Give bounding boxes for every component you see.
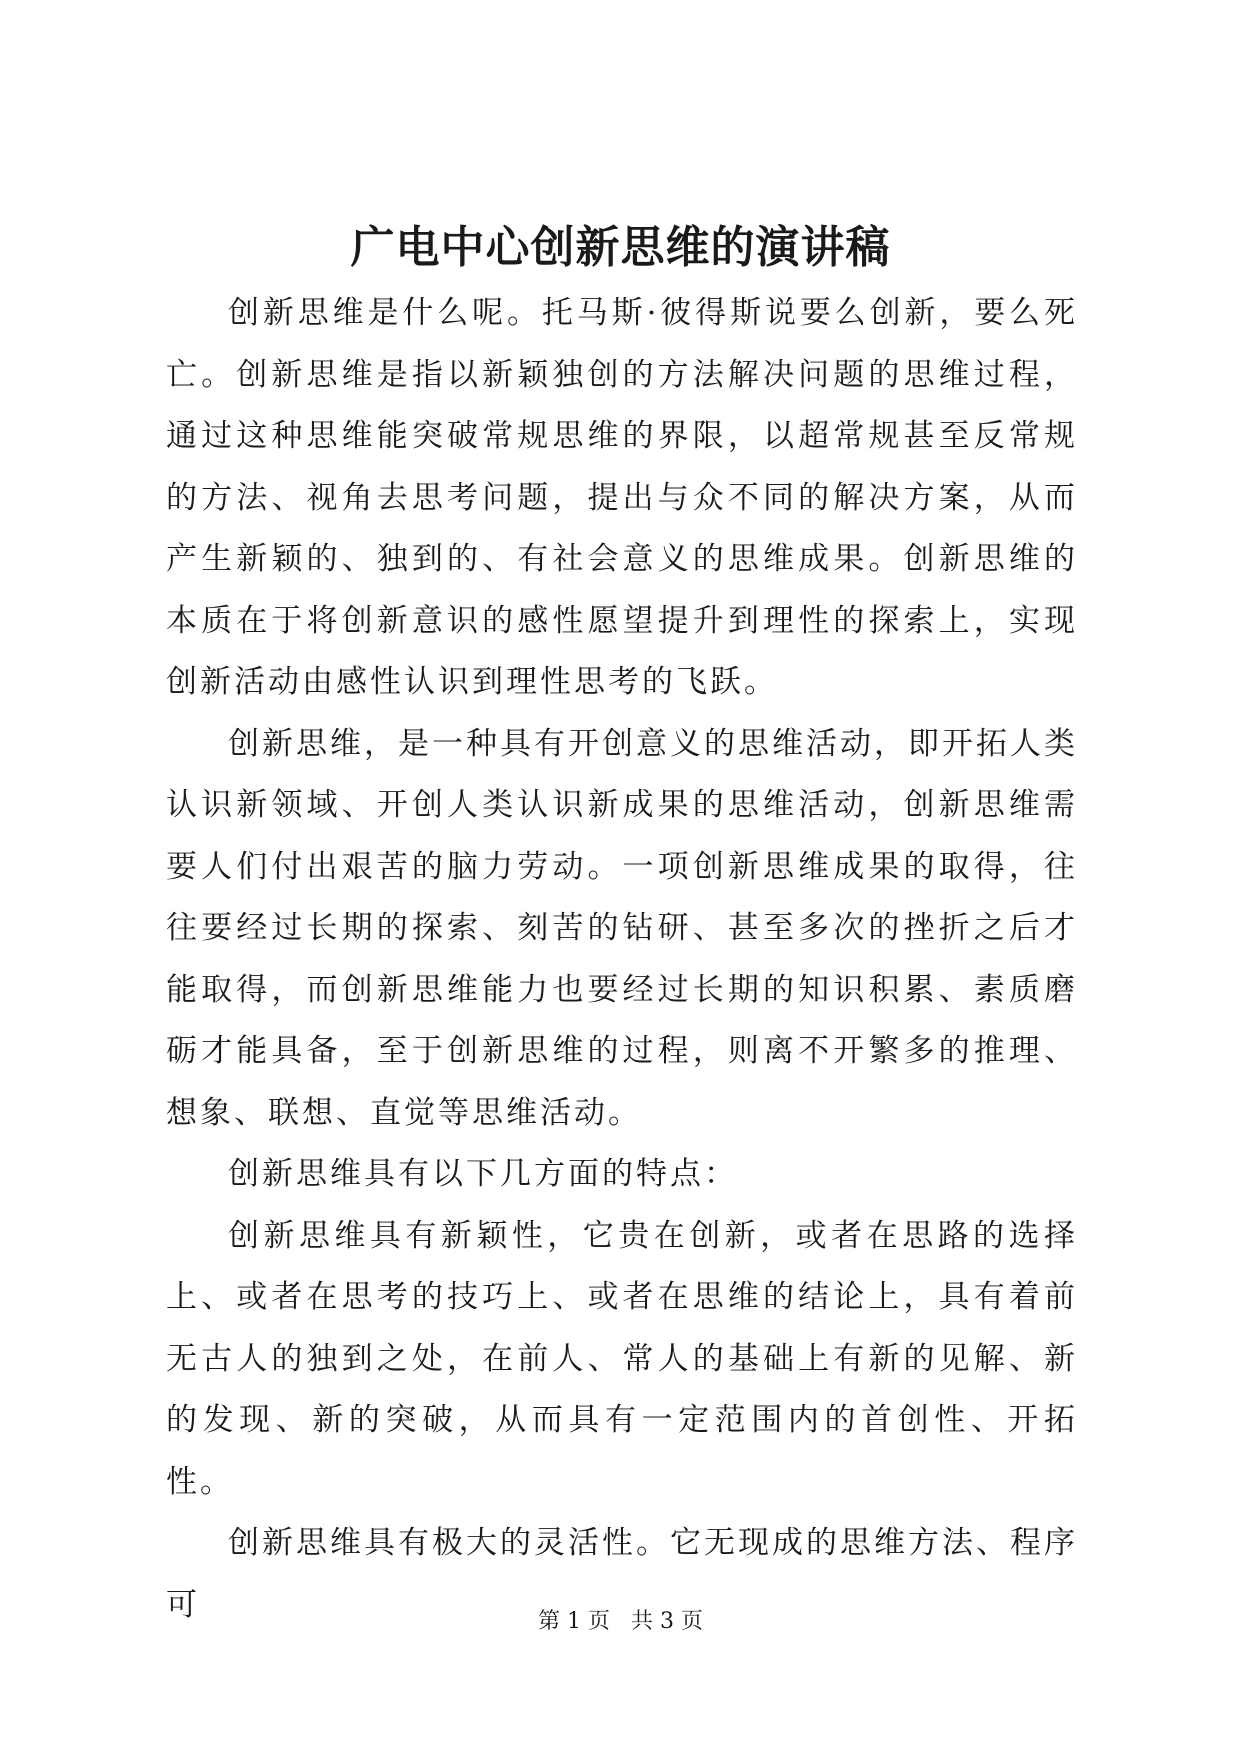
paragraph-4: 创新思维具有新颖性，它贵在创新，或者在思路的选择上、或者在思考的技巧上、或者在思维的结论上，具有着前无古人的独到之处，在前人、常人的基础上有新的见解、新的发现、新的突破，从而具有一定范围内的首创性、开拓性。 <box>166 1217 1078 1500</box>
paragraph-3: 创新思维具有以下几方面的特点： <box>228 1156 738 1192</box>
document-title: 广电中心创新思维的演讲稿 <box>350 222 891 273</box>
page-footer <box>0 1607 1241 1637</box>
page-total: 共 3 页 <box>631 1609 703 1634</box>
paragraph-5: 创新思维具有极大的灵活性。它无现成的思维方法、程序可 <box>166 1525 1078 1623</box>
page-number: 第 1 页 <box>538 1609 610 1634</box>
document-body <box>166 283 1078 1636</box>
paragraph-2: 创新思维，是一种具有开创意义的思维活动，即开拓人类认识新领域、开创人类认识新成果的思维活动，创新思维需要人们付出艰苦的脑力劳动。一项创新思维成果的取得，往往要经过长期的探索、刻苦的钻研、甚至多次的挫折之后才能取得，而创新思维能力也要经过长期的知识积累、素质磨砺才能具备，至于创新思维的过程，则离不开繁多的推理、想象、联想、直觉等思维活动。 <box>166 725 1078 1131</box>
paragraph-1: 创新思维是什么呢。托马斯·彼得斯说要么创新，要么死亡。创新思维是指以新颖独创的方法解决问题的思维过程，通过这种思维能突破常规思维的界限，以超常规甚至反常规的方法、视角去思考问题，提出与众不同的解决方案，从而产生新颖的、独到的、有社会意义的思维成果。创新思维的本质在于将创新意识的感性愿望提升到理性的探索上，实现创新活动由感性认识到理性思考的飞跃。 <box>166 295 1078 700</box>
